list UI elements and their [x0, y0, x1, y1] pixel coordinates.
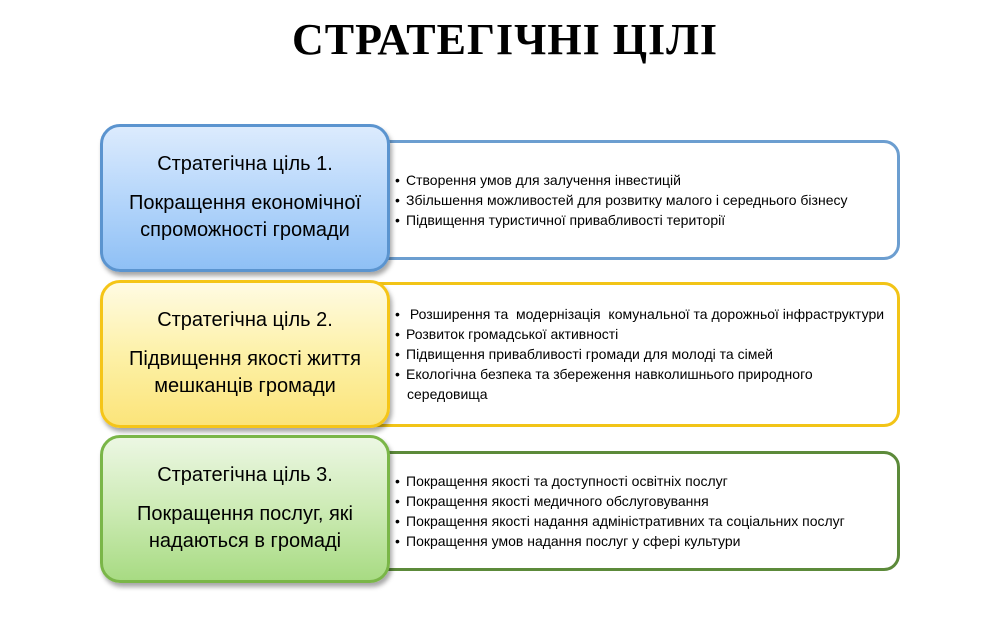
list-item: • Підвищення туристичної привабливості території [395, 212, 726, 228]
bullet-icon: • [395, 365, 400, 382]
list-item: • Екологічна безпека та збереження навколишнього природного середовища [395, 365, 813, 402]
list-item: • Збільшення можливостей для розвитку малого і середнього бізнесу [395, 192, 848, 208]
list-item: • Створення умов для залучення інвестицій [395, 172, 681, 188]
bullet-icon: • [395, 212, 400, 228]
bullet-icon: • [395, 192, 400, 208]
bullet-icon: • [395, 513, 400, 529]
goal-3-details [340, 451, 900, 571]
goal-1-details [340, 140, 900, 260]
list-item: • Покращення якості медичного обслуговування [395, 493, 709, 509]
goal-3-list [397, 471, 887, 551]
list-item: • Розширення та модернізація комунальної та дорожньої інфраструктури [395, 305, 885, 322]
goal-1-list [397, 170, 887, 230]
goal-2-name: Підвищення якості життя мешканців громади [129, 348, 361, 397]
goal-1-box [100, 124, 390, 272]
bullet-icon: • [395, 533, 400, 549]
goal-3-name: Покращення послуг, які надаються в громаді [137, 503, 353, 552]
goal-2-list [397, 304, 887, 404]
bullet-icon: • [395, 325, 400, 342]
goal-2-details [340, 282, 900, 427]
goal-3-box [100, 435, 390, 583]
goal-3-number: Стратегічна ціль 3. [157, 464, 333, 486]
goal-2-box [100, 280, 390, 428]
bullet-icon: • [395, 305, 400, 322]
bullet-icon: • [395, 345, 400, 362]
bullet-icon: • [395, 493, 400, 509]
goal-1-number: Стратегічна ціль 1. [157, 153, 333, 175]
list-item: • Підвищення привабливості громади для молоді та сімей [395, 345, 773, 362]
goal-1-name: Покращення економічної спроможності громади [128, 192, 362, 241]
goal-2-number: Стратегічна ціль 2. [157, 309, 333, 331]
list-item: • Покращення умов надання послуг у сфері культури [395, 533, 741, 549]
list-item: • Покращення якості надання адміністративних та соціальних послуг [395, 513, 845, 529]
bullet-icon: • [395, 473, 400, 489]
page-title: СТРАТЕГІЧНІ ЦІЛІ [292, 15, 718, 64]
bullet-icon: • [395, 172, 400, 188]
list-item: • Розвиток громадської активності [395, 325, 619, 342]
list-item: • Покращення якості та доступності освітніх послуг [395, 473, 728, 489]
